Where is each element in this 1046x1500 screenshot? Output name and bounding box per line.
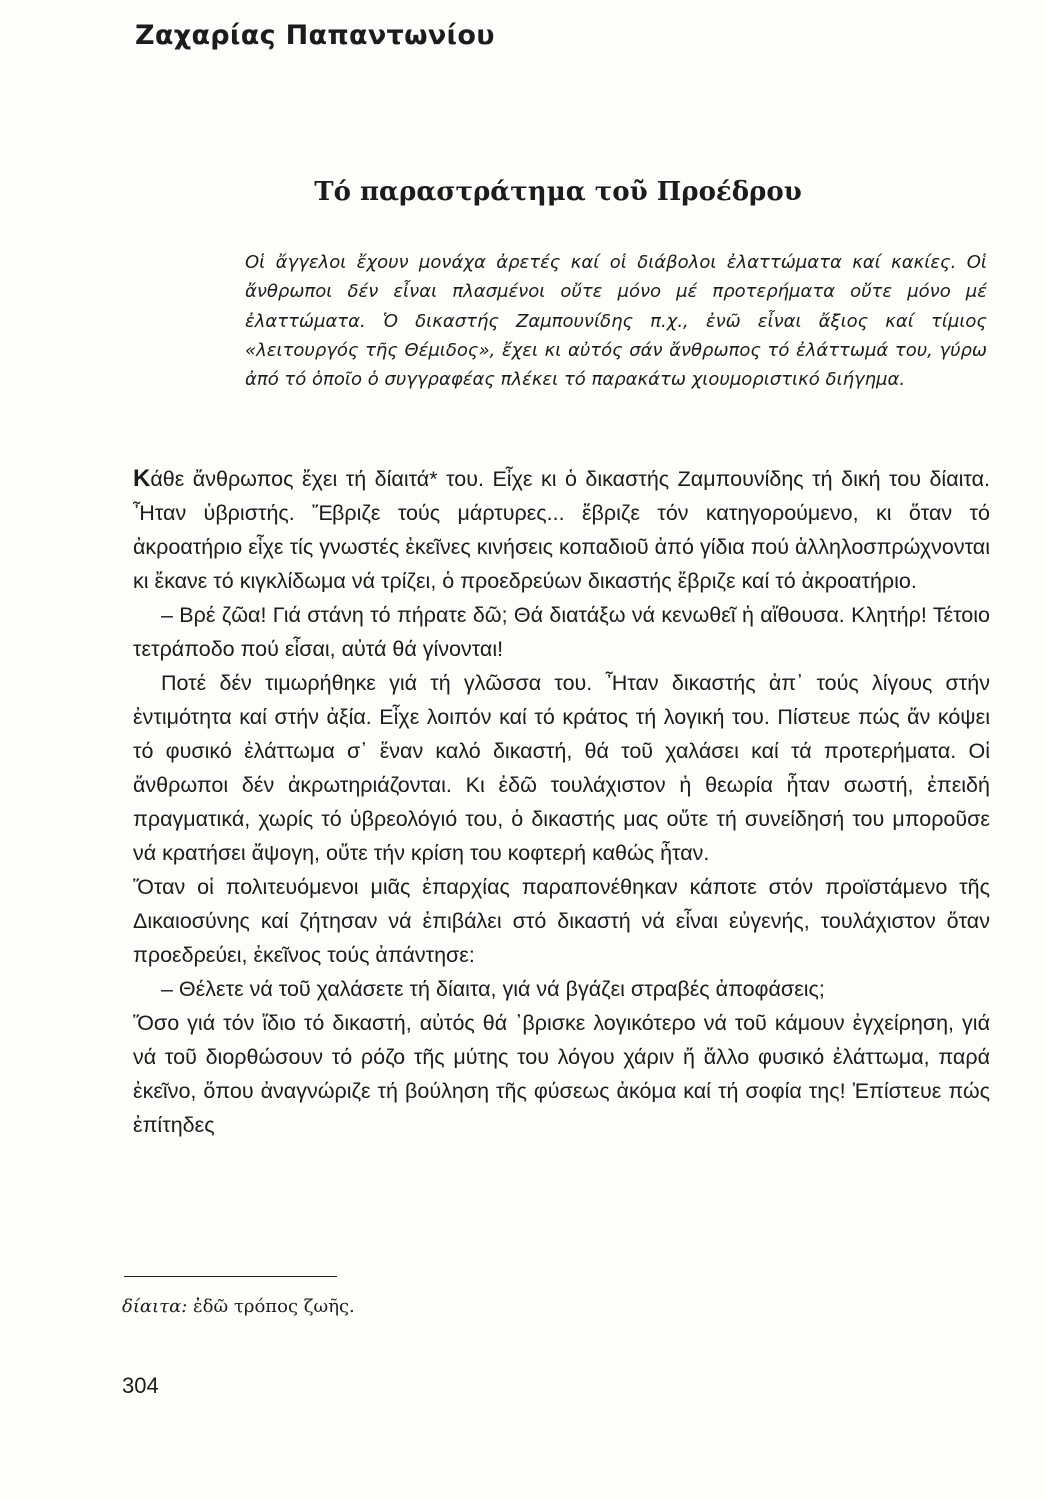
body-paragraph-5: – Θέλετε νά τοῦ χαλάσετε τή δίαιτα, γιά νά βγάζει στραβές ἀποφάσεις; [161,977,825,1001]
footnote-divider [124,1276,337,1277]
drop-cap: Κ [133,465,151,492]
body-paragraph-3: Ποτέ δέν τιμωρήθηκε γιά τή γλῶσσα του. Ἦταν δικαστής ἀπ᾽ τούς λίγους στήν ἐντιμότητα καί στήν ἀξία. Εἶχε λοιπόν καί τό κράτος τή λογική του. Πίστευε πώς ἄν κόψει τό φυσικό ἐλάττωμα σ᾽ ἕναν καλό δικαστή, θά τοῦ χαλάσει καί τά προτερήματα. Οἱ ἄνθρωποι δέν ἀκρωτηριάζονται. Κι ἐδῶ τουλάχιστον ἡ θεωρία ἦταν σωστή, ἐπειδή πραγματικά, χωρίς τό ὑβρεολόγιό του, ὁ δικαστής μας οὔτε τή συνείδησή του μποροῦσε νά κρατήσει ἄψογη, οὔτε τήν κρίση του κοφτερή καθώς ἦταν. [133,671,990,865]
footnote-definition: ἐδῶ τρόπος ζωῆς. [187,1296,355,1317]
story-title: Τό παραστράτημα τοῦ Προέδρου [314,177,802,207]
body-paragraph-4: Ὅταν οἱ πολιτευόμενοι μιᾶς ἐπαρχίας παραπονέθηκαν κάποτε στόν προϊστάμενο τῆς Δικαιοσύνης καί ζήτησαν νά ἐπιβάλει στό δικαστή νά εἶναι εὐγενής, τουλάχιστον ὅταν προεδρεύει, ἐκεῖνος τούς ἀπάντησε: [133,875,990,967]
author-name: Ζαχαρίας Παπαντωνίου [135,20,495,51]
page-number: 304 [122,1373,159,1398]
body-paragraph-6: Ὅσο γιά τόν ἴδιο τό δικαστή, αὐτός θά ᾽βρισκε λογικότερο νά τοῦ κάμουν ἐγχείρηση, γιά νά τοῦ διορθώσουν τό ρόζο τῆς μύτης του λόγου χάριν ἤ ἄλλο φυσικό ἐλάττωμα, παρά ἐκεῖνο, ὅπου ἀναγνώριζε τή βούληση τῆς φύσεως ἀκόμα καί τή σοφία της! Ἐπίστευε πώς ἐπίτηδες [133,1011,990,1137]
footnote-term: δίαιτα: [122,1296,188,1317]
body-paragraph-2: – Βρέ ζῶα! Γιά στάνη τό πήρατε δῶ; Θά διατάξω νά κενωθεῖ ἡ αἴθουσα. Κλητήρ! Τέτοιο τετράποδο πού εἶσαι, αὐτά θά γίνονται! [133,603,990,661]
body-paragraph-1 [133,462,990,598]
story-intro: Οἱ ἄγγελοι ἔχουν μονάχα ἀρετές καί οἱ διάβολοι ἐλαττώματα καί κακίες. Οἱ ἄνθρωποι δέν εἶναι πλασμένοι οὔτε μόνο μέ προτερήματα οὔτε μόνο μέ ἐλαττώματα. Ὁ δικαστής Ζαμπουνίδης π.χ., ἐνῶ εἶναι ἄξιος καί τίμιος «λειτουργός τῆς Θέμιδος», ἔχει κι αὐτός σάν ἄνθρωπος τό ἐλάττωμά του, γύρω ἀπό τό ὁποῖο ὁ συγγραφέας πλέκει τό παρακάτω χιουμοριστικό διήγημα. [245,252,987,391]
footnote [122,1296,355,1317]
story-body [133,462,990,1142]
paragraph-text: άθε ἄνθρωπος ἔχει τή δίαιτά* του. Εἶχε κι ὁ δικαστής Ζαμπουνίδης τή δική του δίαιτα. Ἦταν ὑβριστής. Ἔβριζε τούς μάρτυρες... ἔβριζε τόν κατηγορούμενο, κι ὅταν τό ἀκροατήριο εἶχε τίς γνωστές ἐκεῖνες κινήσεις κοπαδιοῦ ἀπό γίδια πού ἀλληλοσπρώχνονται κι ἔκανε τό κιγκλίδωμα νά τρίζει, ὁ προεδρεύων δικαστής ἔβριζε καί τό ἀκροατήριο. [133,467,990,593]
